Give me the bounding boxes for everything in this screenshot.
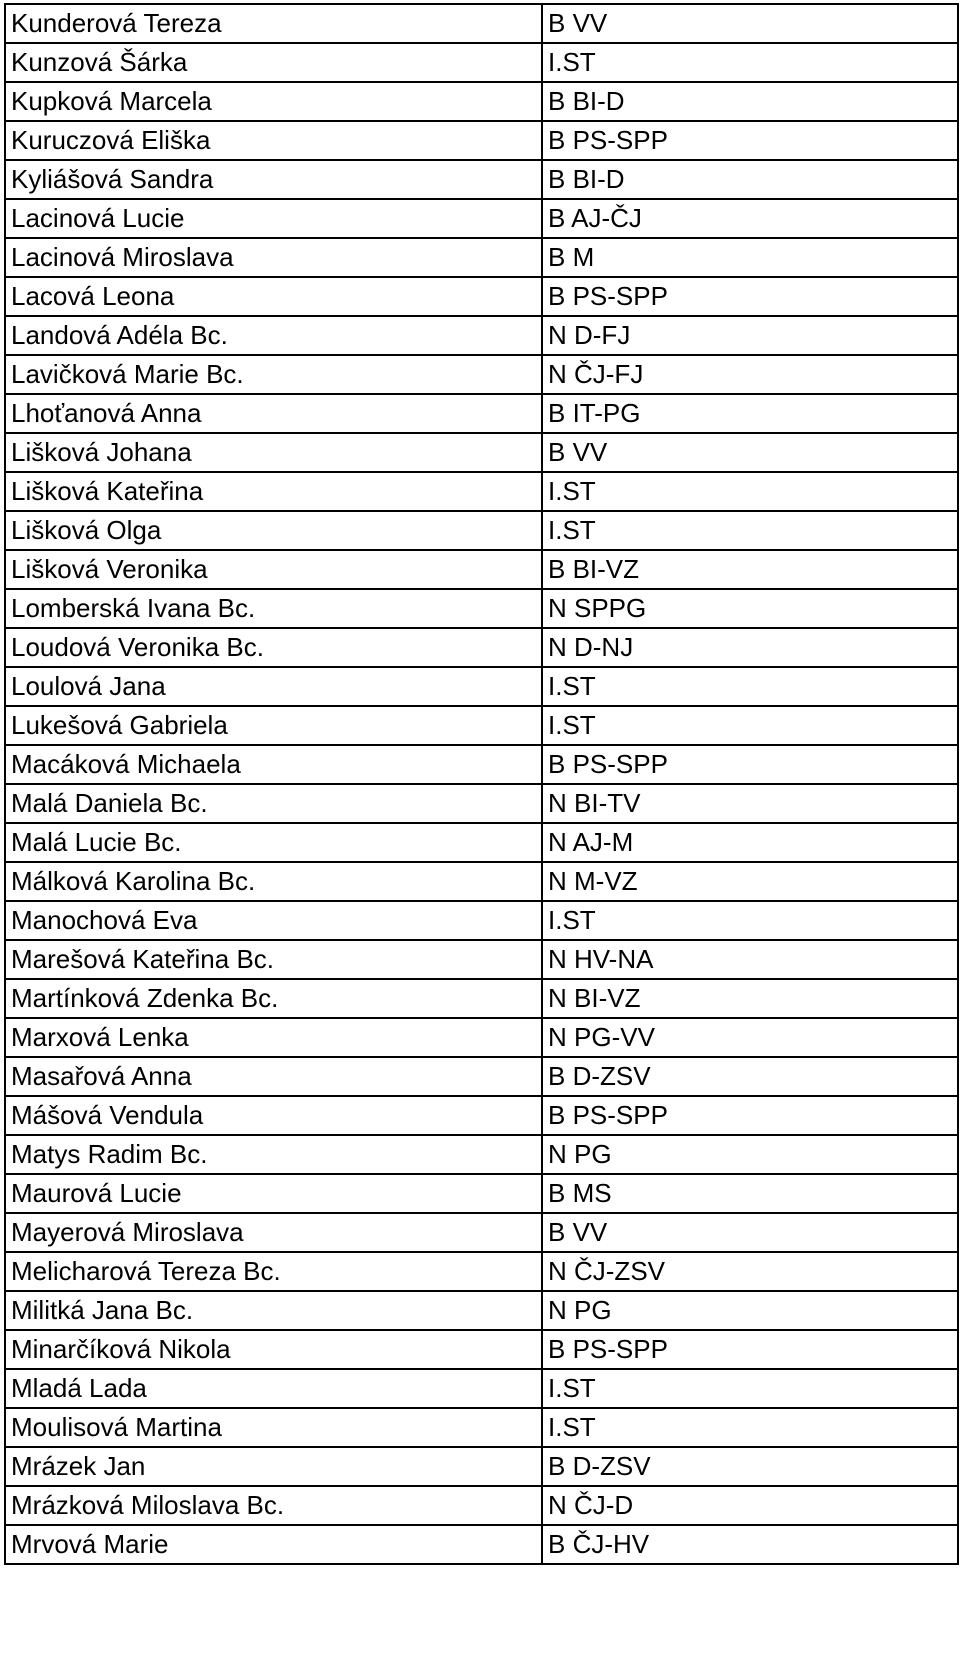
table-row [5,1291,958,1330]
table-row [5,1096,958,1135]
student-name-cell: Malá Daniela Bc. [5,784,542,823]
study-program-cell: N ČJ-ZSV [542,1252,958,1291]
student-name-cell: Lomberská Ivana Bc. [5,589,542,628]
table-row [5,940,958,979]
table-row [5,394,958,433]
student-name-cell: Militká Jana Bc. [5,1291,542,1330]
student-name-cell: Lhoťanová Anna [5,394,542,433]
student-name-cell: Lišková Johana [5,433,542,472]
study-program-cell: I.ST [542,706,958,745]
table-row [5,745,958,784]
study-program-cell: N PG-VV [542,1018,958,1057]
study-program-cell: B D-ZSV [542,1447,958,1486]
table-row [5,511,958,550]
student-name-cell: Lišková Kateřina [5,472,542,511]
student-table-body [5,4,958,1564]
student-name-cell: Lacinová Miroslava [5,238,542,277]
study-program-cell: N BI-VZ [542,979,958,1018]
study-program-cell: B PS-SPP [542,1096,958,1135]
student-name-cell: Kupková Marcela [5,82,542,121]
study-program-cell: B PS-SPP [542,277,958,316]
study-program-cell: B D-ZSV [542,1057,958,1096]
table-row [5,199,958,238]
study-program-cell: N D-FJ [542,316,958,355]
table-row [5,589,958,628]
study-program-cell: B VV [542,1213,958,1252]
student-name-cell: Málková Karolina Bc. [5,862,542,901]
table-row [5,628,958,667]
study-program-cell: N PG [542,1135,958,1174]
study-program-cell: B IT-PG [542,394,958,433]
study-program-cell: I.ST [542,43,958,82]
table-row [5,1330,958,1369]
student-name-cell: Mrázková Miloslava Bc. [5,1486,542,1525]
student-name-cell: Mladá Lada [5,1369,542,1408]
table-row [5,1486,958,1525]
study-program-cell: B BI-VZ [542,550,958,589]
student-name-cell: Loudová Veronika Bc. [5,628,542,667]
table-row [5,1135,958,1174]
student-name-cell: Lišková Veronika [5,550,542,589]
table-row [5,901,958,940]
study-program-cell: B AJ-ČJ [542,199,958,238]
study-program-cell: B M [542,238,958,277]
study-program-cell: N PG [542,1291,958,1330]
table-row [5,979,958,1018]
study-program-cell: N ČJ-D [542,1486,958,1525]
student-name-cell: Marešová Kateřina Bc. [5,940,542,979]
study-program-cell: I.ST [542,901,958,940]
study-program-cell: B PS-SPP [542,121,958,160]
student-name-cell: Macáková Michaela [5,745,542,784]
student-name-cell: Lacinová Lucie [5,199,542,238]
study-program-cell: B VV [542,433,958,472]
student-table [4,3,959,1565]
table-row [5,1408,958,1447]
table-row [5,1369,958,1408]
table-row [5,1213,958,1252]
study-program-cell: B PS-SPP [542,745,958,784]
student-name-cell: Mrvová Marie [5,1525,542,1564]
study-program-cell: I.ST [542,511,958,550]
table-row [5,316,958,355]
student-name-cell: Malá Lucie Bc. [5,823,542,862]
student-name-cell: Martínková Zdenka Bc. [5,979,542,1018]
student-name-cell: Kyliášová Sandra [5,160,542,199]
student-name-cell: Marxová Lenka [5,1018,542,1057]
student-name-cell: Lavičková Marie Bc. [5,355,542,394]
table-row [5,1057,958,1096]
table-row [5,43,958,82]
study-program-cell: N M-VZ [542,862,958,901]
table-row [5,121,958,160]
study-program-cell: I.ST [542,1408,958,1447]
student-name-cell: Mrázek Jan [5,1447,542,1486]
student-name-cell: Kuruczová Eliška [5,121,542,160]
student-name-cell: Melicharová Tereza Bc. [5,1252,542,1291]
table-row [5,784,958,823]
table-row [5,862,958,901]
table-row [5,1252,958,1291]
student-name-cell: Kunderová Tereza [5,4,542,43]
study-program-cell: I.ST [542,472,958,511]
table-row [5,1018,958,1057]
student-name-cell: Lacová Leona [5,277,542,316]
study-program-cell: B PS-SPP [542,1330,958,1369]
study-program-cell: B ČJ-HV [542,1525,958,1564]
student-name-cell: Matys Radim Bc. [5,1135,542,1174]
student-name-cell: Minarčíková Nikola [5,1330,542,1369]
student-name-cell: Manochová Eva [5,901,542,940]
study-program-cell: B VV [542,4,958,43]
table-row [5,472,958,511]
table-row [5,706,958,745]
table-row [5,1174,958,1213]
study-program-cell: N D-NJ [542,628,958,667]
student-name-cell: Lukešová Gabriela [5,706,542,745]
table-row [5,1525,958,1564]
table-row [5,667,958,706]
study-program-cell: N ČJ-FJ [542,355,958,394]
study-program-cell: I.ST [542,1369,958,1408]
study-program-cell: N SPPG [542,589,958,628]
student-name-cell: Moulisová Martina [5,1408,542,1447]
table-row [5,1447,958,1486]
student-name-cell: Loulová Jana [5,667,542,706]
table-row [5,238,958,277]
table-row [5,4,958,43]
table-row [5,82,958,121]
study-program-cell: B BI-D [542,82,958,121]
table-row [5,277,958,316]
student-name-cell: Masařová Anna [5,1057,542,1096]
study-program-cell: B MS [542,1174,958,1213]
table-row [5,823,958,862]
student-name-cell: Mayerová Miroslava [5,1213,542,1252]
study-program-cell: N HV-NA [542,940,958,979]
student-name-cell: Landová Adéla Bc. [5,316,542,355]
study-program-cell: N AJ-M [542,823,958,862]
table-row [5,355,958,394]
study-program-cell: N BI-TV [542,784,958,823]
study-program-cell: B BI-D [542,160,958,199]
table-row [5,160,958,199]
student-name-cell: Kunzová Šárka [5,43,542,82]
table-row [5,550,958,589]
table-row [5,433,958,472]
student-name-cell: Lišková Olga [5,511,542,550]
student-name-cell: Maurová Lucie [5,1174,542,1213]
student-name-cell: Mášová Vendula [5,1096,542,1135]
study-program-cell: I.ST [542,667,958,706]
